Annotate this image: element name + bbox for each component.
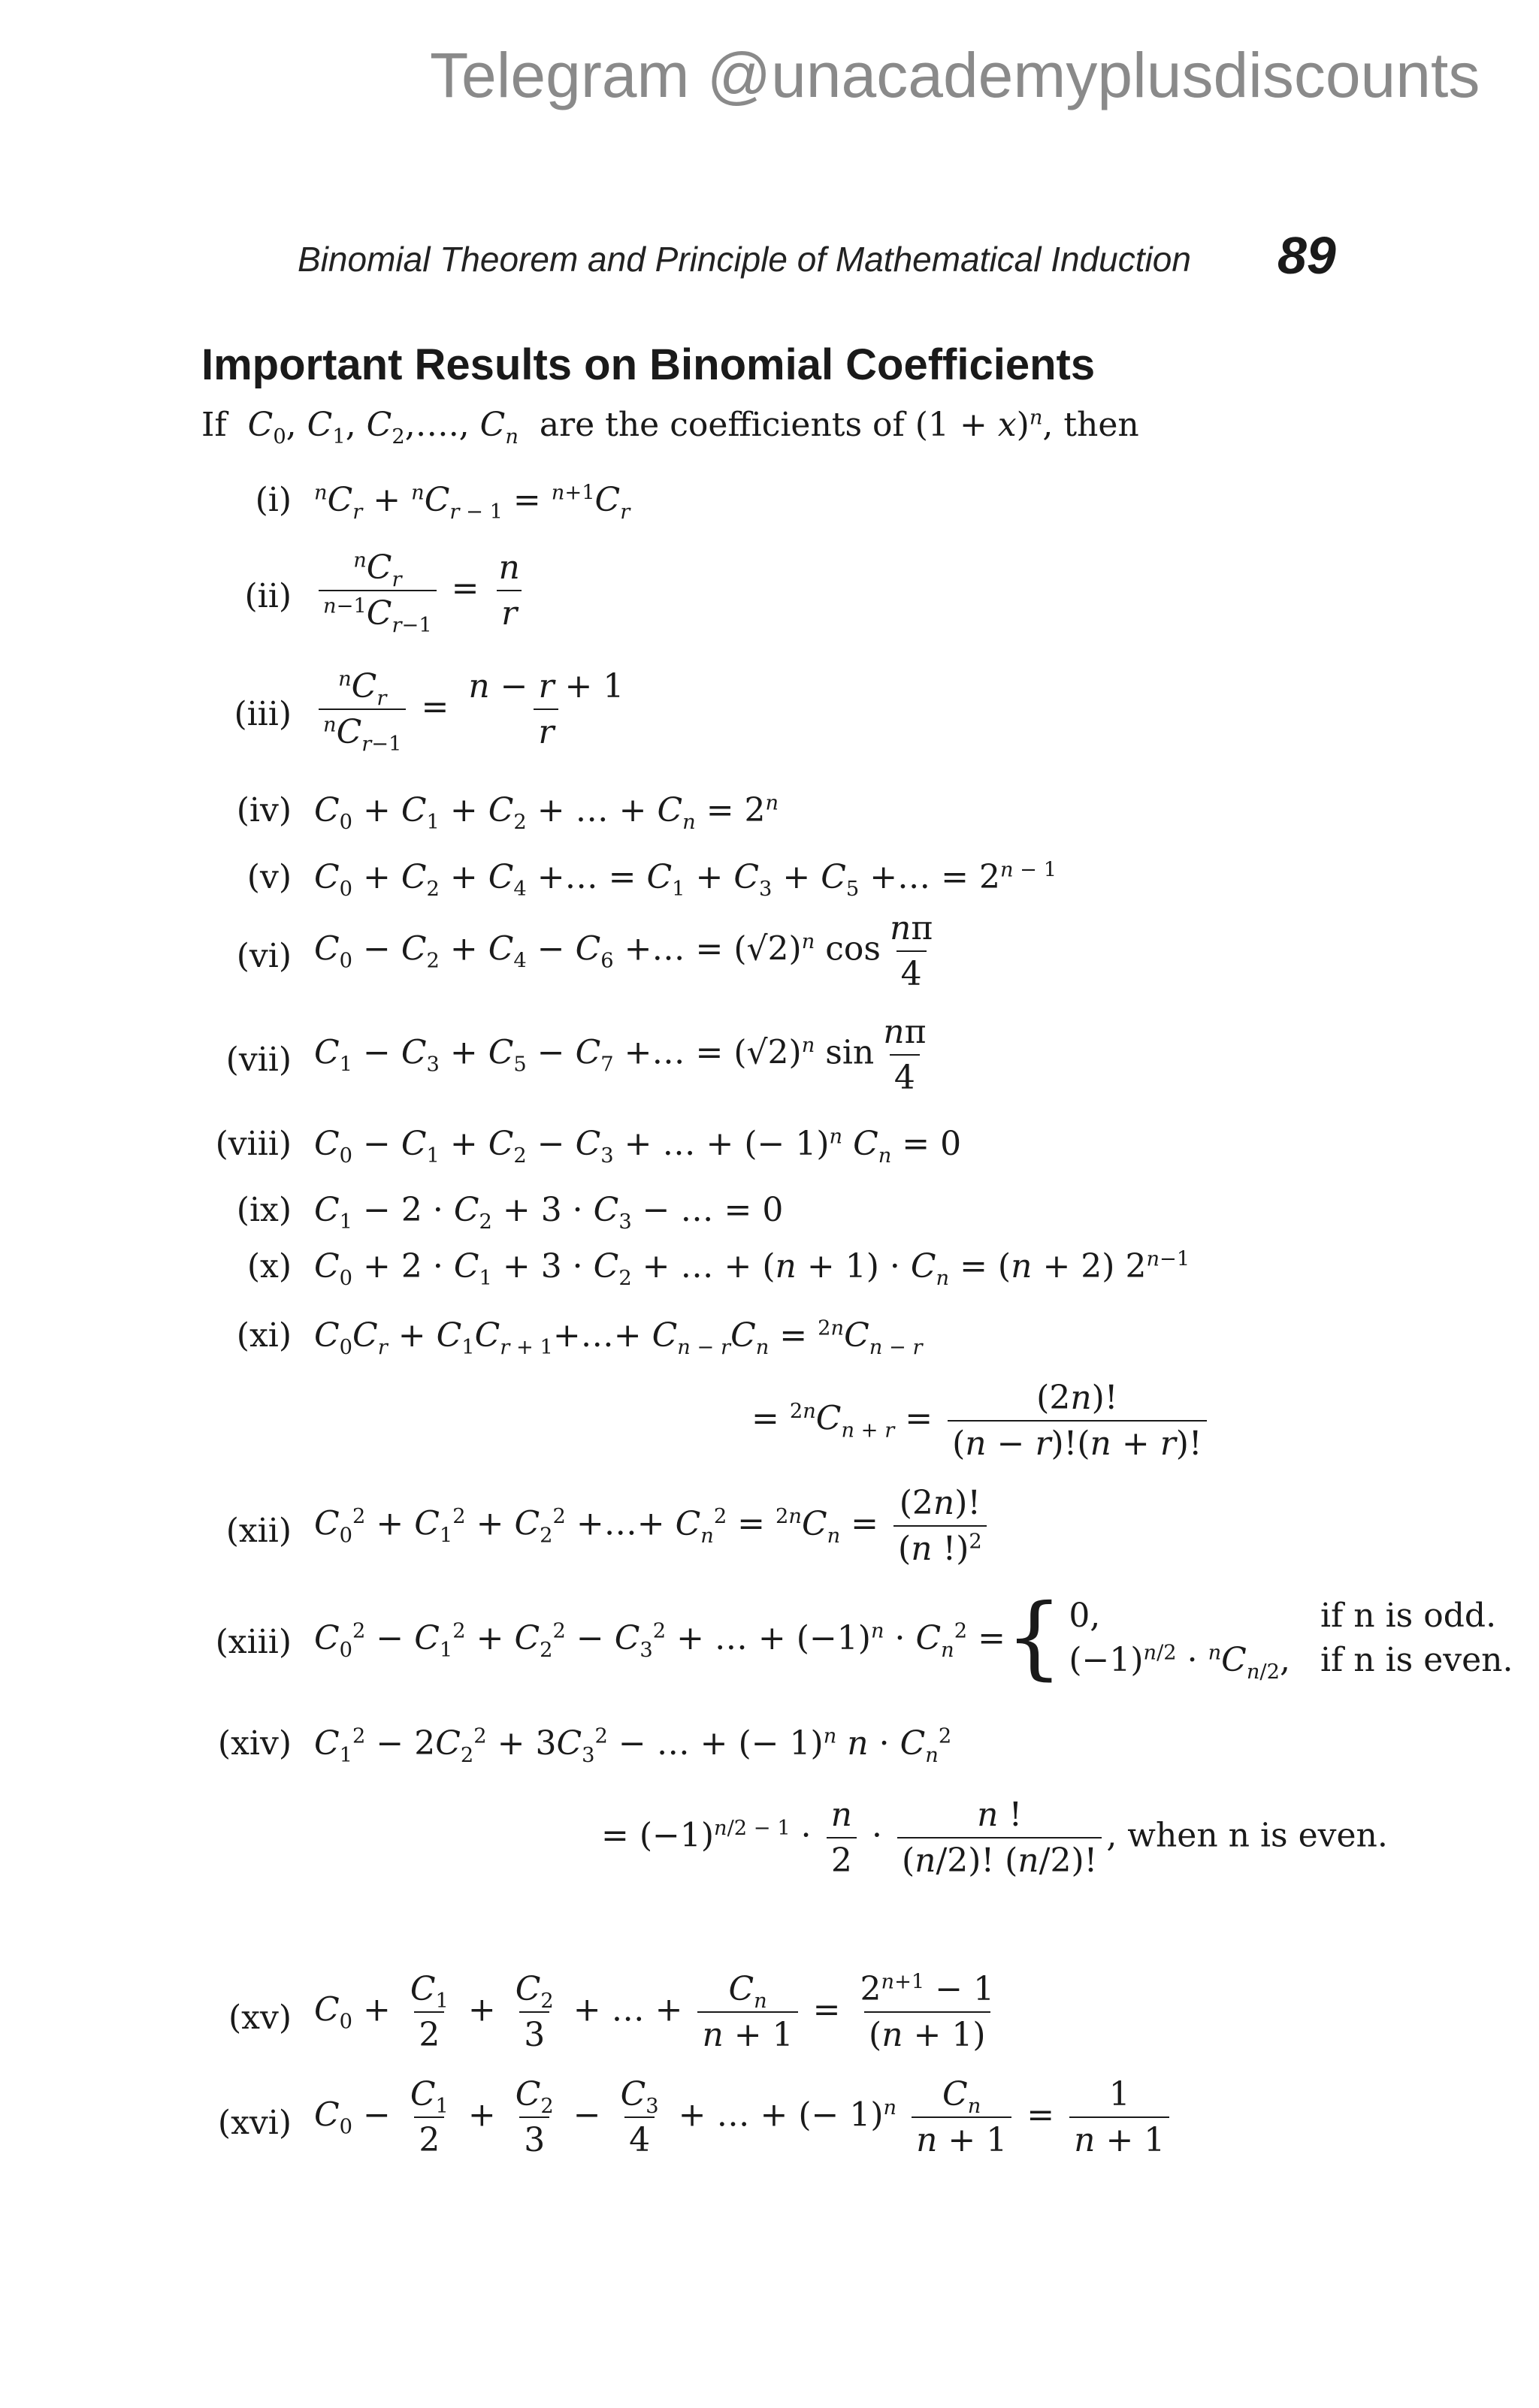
result-xiii-expr: $C_0^2 - C_1^2 + C_2^2 - C_3^2$ + … + $(-1)^n \cdot C_n^2$ = { 0, if n is odd. $(-1)^{n/2} \cdot ^nC_{n/2}$, if n is even. [314,1585,1513,1690]
when-even-phrase: , when n is even. [1106,1816,1388,1855]
result-xiv-continuation: = $(-1)^{n/2 - 1}$ · $\frac{n}{2}$ · $\frac{n !}{(n/2)! (n/2)!}$ , when n is even. [601,1796,1388,1880]
result-xii-expr: $C_0^2 + C_1^2 + C_2^2$ +…+ $C_n^2 = ^{2n}C_n$ = $\frac{(2n)!}{(n !)^2}$ [314,1484,991,1568]
result-label: (ii) [244,577,292,615]
result-label: (i) [255,481,292,519]
result-label: (v) [246,858,292,896]
result-viii-expr: $C_0 - C_1 + C_2 - C_3$ + … + (− 1)$^n$ $C_n = 0$ [314,1125,962,1168]
result-xv-expr: $C_0$ + $\frac{C_1}{2}$ + $\frac{C_2}{3}$ + … + $\frac{C_n}{n + 1}$ = $\frac{2^{n+1} - 1}{(n + 1)}$ [314,1970,995,2054]
result-label: (xi) [236,1316,292,1355]
result-vii-expr: $C_1 - C_3 + C_5 - C_7$ +… = $(√2)^n$ sin $\frac{n\pi}{4}$ [314,1013,927,1097]
result-xiv-expr: $C_1^2 - 2C_2^2 + 3C_3^2$ − … + (− 1)$^n$ $n \cdot C_n^2$ [314,1724,952,1767]
result-xvi-expr: $C_0$ − $\frac{C_1}{2}$ + $\frac{C_2}{3}$ − $\frac{C_3}{4}$ + … + (− 1)$^n$ $\frac{C_n}{n + 1}$ = $\frac{1}{n + 1}$ [314,2075,1174,2159]
case-odd: if n is odd. [1320,1597,1497,1635]
case-even: if n is even. [1320,1641,1513,1679]
result-label: (xii) [225,1512,292,1550]
running-title: Binomial Theorem and Principle of Mathematical Induction [298,240,1191,279]
result-iii-expr: $\frac{^nC_r}{^nC_{r-1}}$ = $\frac{n - r + 1}{r}$ [314,667,633,751]
result-xi-continuation: = $^{2n}C_{n + r}$ = $\frac{(2n)!}{(n - r)!(n + r)!}$ [751,1379,1211,1463]
result-label: (xiv) [217,1724,292,1763]
result-ii-expr: $\frac{^nC_r}{^{n-1}C_{r-1}}$ = $\frac{n}{r}$ [314,548,529,633]
result-label: (x) [246,1247,292,1286]
result-label: (vi) [236,937,292,975]
result-v-expr: $C_0 + C_2 + C_4$ +… = $C_1 + C_3 + C_5$ +… = $2^{n - 1}$ [314,858,1057,901]
intro-line: If $C_0$, $C_1$, $C_2,\dots$., $C_n$ are the coefficients of $(1 + x)^n$, then [201,406,1139,449]
watermark-text: Telegram @unacademyplusdiscounts [430,40,1480,110]
result-label: (xvi) [217,2104,292,2142]
result-vi-expr: $C_0 - C_2 + C_4 - C_6$ +… = $(√2)^n$ cos $\frac{n\pi}{4}$ [314,909,933,993]
result-iv-expr: $C_0 + C_1 + C_2$ + … + $C_n = 2^n$ [314,791,779,834]
result-label: (iv) [236,791,292,829]
result-label: (iii) [234,695,292,733]
result-label: (xiii) [215,1623,292,1661]
page-number: 89 [1277,226,1336,285]
result-label: (ix) [236,1191,292,1229]
result-xi-expr: $C_0C_r$ + $C_1C_{r + 1}+\dots+ C_{n - r}C_n = ^{2n}C_{n - r}$ [314,1316,923,1359]
result-label: (vii) [225,1041,292,1079]
result-x-expr: $C_0 + 2 \cdot C_1 + 3 \cdot C_2$ + … + $(n + 1) \cdot C_n = (n + 2)$ $2^{n-1}$ [314,1247,1190,1290]
result-label: (xv) [228,1999,292,2037]
result-label: (viii) [215,1125,292,1163]
result-ix-expr: $C_1 - 2 \cdot C_2 + 3 \cdot C_3$ − … = 0 [314,1191,784,1234]
section-title: Important Results on Binomial Coefficients [201,340,1096,389]
result-i-expr: $^nC_r + ^nC_{r - 1} = ^{n+1}C_r$ [314,481,630,524]
